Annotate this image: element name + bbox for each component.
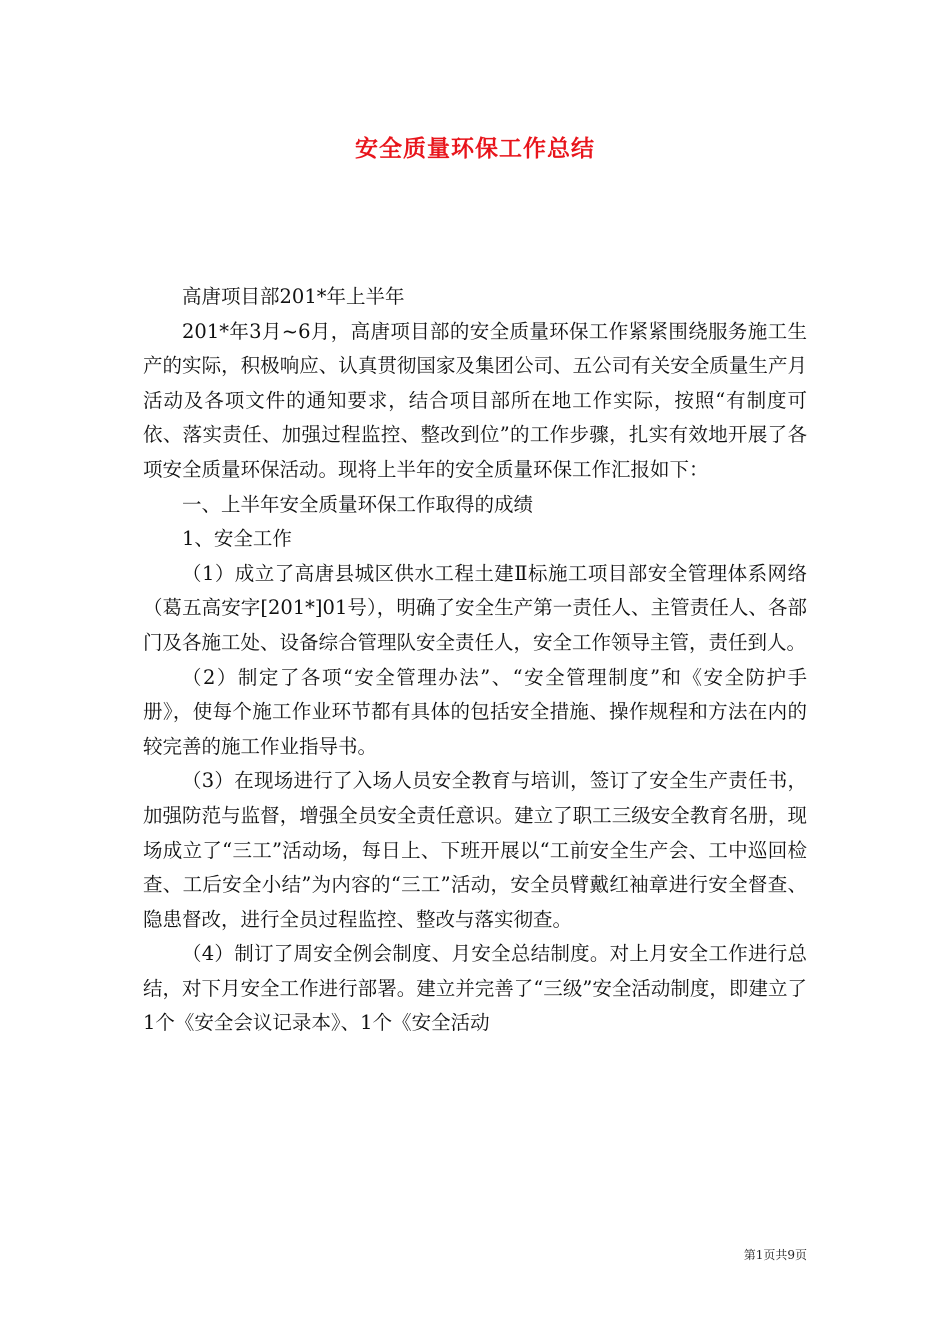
paragraph-item-1: （1）成立了高唐县城区供水工程土建Ⅱ标施工项目部安全管理体系网络（葛五高安字[201*]01号），明确了安全生产第一责任人、主管责任人、各部门及各施工处、设备综合管理队安全责任人，安全工作领导主管，责任到人。 <box>143 561 807 654</box>
paragraph-subtitle: 高唐项目部201*年上半年 <box>182 285 405 308</box>
subsection-heading: 1、安全工作 <box>182 527 292 551</box>
paragraph-item-4: （4）制订了周安全例会制度、月安全总结制度。对上月安全工作进行总结，对下月安全工作进行部署。建立并完善了“三级”安全活动制度，即建立了1个《安全会议记录本》、1个《安全活动 <box>143 942 807 1035</box>
document-body <box>143 280 807 1041</box>
page-number-footer: 第1页共9页 <box>743 1248 807 1262</box>
section-heading: 一、上半年安全质量环保工作取得的成绩 <box>182 492 534 516</box>
paragraph-intro: 201*年3月~6月，高唐项目部的安全质量环保工作紧紧围绕服务施工生产的实际，积极响应、认真贯彻国家及集团公司、五公司有关安全质量生产月活动及各项文件的通知要求，结合项目部所在地工作实际，按照“有制度可依、落实责任、加强过程监控、整改到位”的工作步骤，扎实有效地开展了各项安全质量环保活动。现将上半年的安全质量环保工作汇报如下： <box>143 319 807 481</box>
paragraph-item-3: （3）在现场进行了入场人员安全教育与培训，签订了安全生产责任书，加强防范与监督，增强全员安全责任意识。建立了职工三级安全教育名册，现场成立了“三工”活动场，每日上、下班开展以“工前安全生产会、工中巡回检查、工后安全小结”为内容的“三工”活动，安全员臂戴红袖章进行安全督查、隐患督改，进行全员过程监控、整改与落实彻查。 <box>143 769 807 931</box>
paragraph-item-2: （2）制定了各项“安全管理办法”、“安全管理制度”和《安全防护手册》，使每个施工作业环节都有具体的包括安全措施、操作规程和方法在内的较完善的施工作业指导书。 <box>143 665 807 758</box>
document-title: 安全质量环保工作总结 <box>355 136 595 162</box>
